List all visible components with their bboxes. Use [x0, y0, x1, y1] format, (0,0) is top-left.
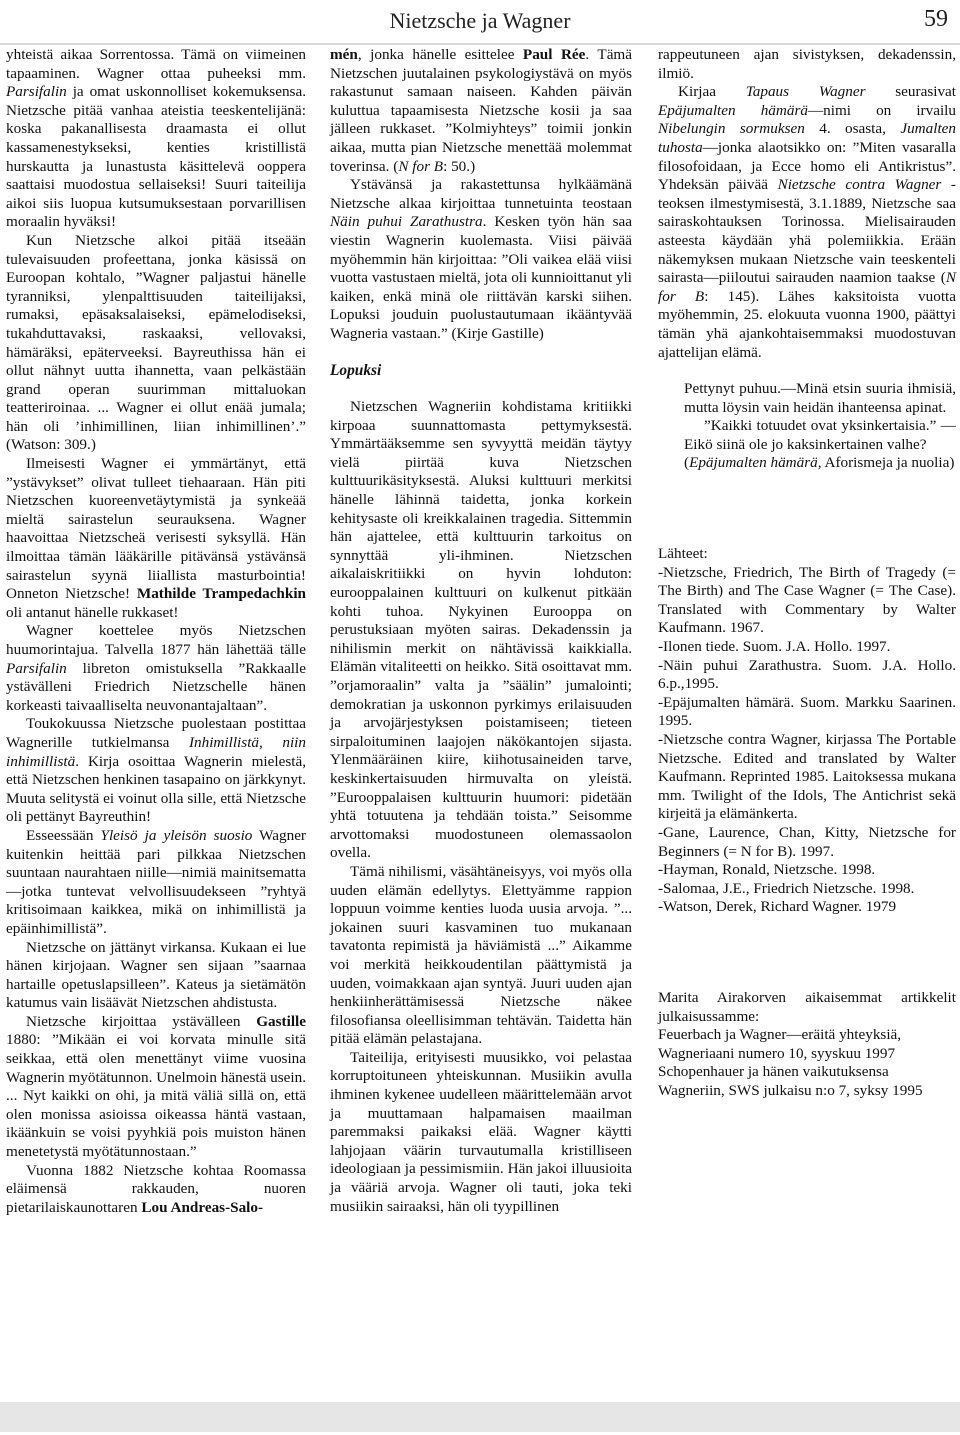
paragraph: Wagner koettelee myös Nietzschen huumorintajua. Talvella 1877 hän lähettää tälle Parsifalin libreton omistuksella ”Rakkaalle ystävälleni Friedrich Nietzschelle hänen korkeasti taivaalliselta neuvonantajaltaan”.	[6, 622, 306, 714]
paragraph: Kirjaa Tapaus Wagner seurasivat Epäjumalten hämärä—nimi on irvailu Nibelungin sormuksen 4. osasta, Jumalten tuhosta—jonka alaotsikko on: ”Miten vasaralla filosofoidaan, ja Ecce homo eli Antikristus”. Yhdeksän päivää Nietzsche contra Wagner -teoksen ilmestymisestä, 3.1.1889, Nietzsche saa sairaskohtauksen Torinossa. Mielisairauden asteesta käydään yhä polemiikkia. Erään näkemyksen mukaan Nietzsche vain teeskenteli sairasta—piiloutui sairauden naamion taakse (N for B: 145). Lähes kaksitoista vuotta myöhemmin, 25. elokuuta vuonna 1900, päättyi tämän yhä ajankohtaisemmaksi muodostuvan ajattelijan elämä.	[658, 83, 957, 361]
paragraph: Ilmeisesti Wagner ei ymmärtänyt, että ”ystävykset” olivat tulleet tiehaaraan. Hän piti Nietzschen kuoreenvetäytymistä ja synkeää mieltä sairastelun seurauksena. Wagner haavoittaa Nietzscheä verisesti syksyllä. Hän ilmoittaa tämän lääkärille pitävänsä ystävänsä sairastelun syynä liiallista masturbointia! Onneton Nietzsche! Mathilde Trampedachkin oli antanut hänelle rukkaset!	[6, 455, 306, 621]
source-item: -Ilonen tiede. Suom. J.A. Hollo. 1997.	[658, 638, 891, 656]
paragraph: Toukokuussa Nietzsche puolestaan postittaa Wagnerille tutkielmansa Inhimillistä, niin inhimillistä. Kirja osoittaa Wagnerin mielestä, että Nietzschen henkinen tasapaino on järkkynyt. Muuta selitystä ei voinut olla sille, että Nietzsche oli pettänyt Bayreuthin!	[6, 715, 306, 826]
paragraph: Ystävänsä ja rakastettunsa hylkäämänä Nietzsche alkaa kirjoittaa tunnetuinta teostaan Näin puhui Zarathustra. Kesken työn hän saa viestin Wagnerin kuolemasta. Viisi päivää myöhemmin hän kirjoittaa: ”Oli vaikea elää viisi vuotta vastustaen mieltä, jota oli kunnioittanut yli kaiken, enkä minä ole riittävän karski siihen. Lopuksi jouduin puolustautumaan ikääntyvää Wagneria vastaan.” (Kirje Gastille)	[330, 176, 632, 342]
quote-line: ”Kaikki totuudet ovat yksinkertaisia.” —Eikö siinä ole jo kaksinkertainen valhe?	[684, 417, 956, 453]
column-1	[6, 46, 306, 1217]
paragraph: Tämä nihilismi, väsähtäneisyys, voi myös olla uuden elämän edellytys. Elettyämme rappion loppuun voimme kenties luoda uusia arvoja. ”... jokainen suuri kasvaminen tuo mukanaan tavatonta repimistä ja häviämistä ...” Aikamme voi merkitä heikkoudentilan päättymistä ja uuden, voimakkaan ajan syntyä. Juuri uuden ajan henkiinherättämisessä Nietzsche näkee filosofiansa oleellisimman tehtävän. Taidetta hän pitää elämän pelastajana.	[330, 862, 632, 1048]
quote-line: Pettynyt puhuu.—Minä etsin suuria ihmisiä, mutta löysin vain heidän ihanteensa apinat.	[684, 380, 956, 416]
running-title: Nietzsche ja Wagner	[389, 8, 571, 33]
source-item: -Salomaa, J.E., Friedrich Nietzsche. 1998.	[658, 879, 915, 897]
articles-heading: Marita Airakorven aikaisemmat artikkelit julkaisussamme:	[658, 988, 956, 1025]
paragraph: Kun Nietzsche alkoi pitää itseään tulevaisuuden profeettana, jonka käsissä on Euroopan kohtalo, ”Wagner paljastui hänelle tyranniksi, ylenpalttisuuden taiteilijaksi, rumaksi, epäsaksalaiseksi, epämelodiseksi, tukahduttavaksi, raskaaksi, vellovaksi, hämäräksi, epäterveeksi. Bayreuthissa hän ei ollut nähnyt uutta ihannetta, vaan pelkästään grand operan suurimman mittaluokan teatteriroinaa. ... Wagner ei ollut enää jumala; hän oli ’inhimillinen, liian inhimillinen’.” (Watson: 309.)	[6, 231, 306, 454]
column-2	[330, 46, 632, 1216]
paragraph: Nietzschen Wagneriin kohdistama kritiikki kirpoaa suunnattomasta pettymyksestä. Ymmärtääksemme sen syvyyttä meidän täytyy vielä piirtää kuva Nietzschen kulttuurikäsityksestä. Aluksi kulttuuri merkitsi hänelle lähinnä taidetta, jonka korkein kehitysaste oli kreikkalainen tragedia. Sittemmin hän ajattelee, että kulttuurin tarkoitus on synnyttää yli-ihminen. Nietzschen aikalaiskritiikki on hyvin lohduton: eurooppalainen kulttuuri on kulkenut pitkään kohti tuhoa. Nykyinen Eurooppa on perustuksiaan myöten sairas. Dekadenssin ja nihilismin merkit on nähtävissä kaikkialla. Elämän vitaliteetti on heikko. Sitä osoittavat mm. ”orjamoraalin” valta ja ”säälin” jumalointi; demokratian ja uskonnon pyrkimys erilaisuuden ja arvojärjestyksen poistamiseen; tieteen sirpaloituminen laajojen näkökantojen sijasta. Ylenmääräinen kiire, kiihotusaineiden tarve, keskinkertaisuuden hirmuvalta on yleistä. ”Eurooppalaisen kulttuurin huumori: pidetään yhtä totuutena ja tehdään toista.” Seisomme arvottomaksi muodostuneen olemassaolon ovella.	[330, 398, 632, 862]
quote-source: (Epäjumalten hämärä, Aforismeja ja nuolia)	[684, 454, 955, 472]
source-item: -Näin puhui Zarathustra. Suom. J.A. Hollo. 6.p.,1995.	[658, 656, 956, 693]
article-item: Feuerbach ja Wagner—eräitä yhteyksiä, Wagneriaani numero 10, syyskuu 1997	[658, 1026, 902, 1062]
sources-list	[658, 564, 956, 917]
header-rule	[0, 43, 960, 45]
footer-bar	[0, 1402, 960, 1432]
column-3	[658, 46, 956, 1101]
aphorism-quote	[684, 380, 956, 473]
paragraph: Esseessään Yleisö ja yleisön suosio Wagner kuitenkin heittää pari pilkkaa Nietzschen suuntaan naurahtaen niille—nimiä mainitsematta—jotka tuntevat velvollisuudekseen ”ryhtyä kritisoimaan kaikkea, mikä on inhimillistä ja epäinhimillistä”.	[6, 826, 306, 937]
source-item: -Gane, Laurence, Chan, Kitty, Nietzsche for Beginners (= N for B). 1997.	[658, 823, 956, 860]
source-item: -Nietzsche, Friedrich, The Birth of Tragedy (= The Birth) and The Case Wagner (= The Case). Translated with Commentary by Walter Kaufmann. 1967.	[658, 563, 956, 637]
paragraph: Nietzsche kirjoittaa ystävälleen Gastille 1880: ”Mikään ei voi korvata minulle sitä seikkaa, että olen menettänyt viime vuosina Wagnerin myötätunnon. Unelmoin hänestä usein. ... Nyt kaikki on ohi, ja mitä väliä sillä on, että olen monissa asioissa oikeassa häntä vastaan, ikäänkuin se voisi pyyhkiä pois muiston hänen menetetystä myötätunnostaan.”	[6, 1012, 306, 1161]
source-item: -Nietzsche contra Wagner, kirjassa The Portable Nietzsche. Edited and translated by Walter Kaufmann. Reprinted 1985. Laitoksessa mukana mm. Twilight of the Idols, The Antichrist sekä kirjeitä ja elämänkerta.	[658, 731, 956, 823]
page-number: 59	[924, 6, 948, 32]
paragraph: Vuonna 1882 Nietzsche kohtaa Roomassa eläimensä rakkauden, nuoren pietarilaiskaunottaren Lou Andreas-Salo-	[6, 1161, 306, 1216]
section-heading: Lopuksi	[330, 361, 382, 379]
sources-heading: Lähteet:	[658, 545, 708, 563]
source-item: -Epäjumalten hämärä. Suom. Markku Saarinen. 1995.	[658, 693, 956, 730]
paragraph: Nietzsche on jättänyt virkansa. Kukaan ei lue hänen kirjojaan. Wagner sen sijaan ”saarnaa hartaille opetuslapsilleen”. Kateus ja sietämätön katumus vain lisäävät Nietzschen ahdistusta.	[6, 938, 306, 1012]
paragraph: Taiteilija, erityisesti muusikko, voi pelastaa korruptoituneen yhteiskunnan. Musiikin avulla ihminen kykenee uudelleen määrittelemään arvot ja muuttamaan halpamaisen maailman paremmaksi paikaksi elää. Wagner käytti lahjojaan väärin turvautumalla kristilliseen ideologiaan ja pessimismiin. Hän jakoi illuusioita ja vääriä arvoja. Wagner oli tauti, joka teki musiikin sairaaksi, hän oli tyypillinen	[330, 1048, 632, 1215]
source-item: -Watson, Derek, Richard Wagner. 1979	[658, 898, 897, 916]
paragraph: yhteistä aikaa Sorrentossa. Tämä on viimeinen tapaaminen. Wagner ottaa puheeksi mm. Parsifalin ja omat uskonnolliset kokemuksensa. Nietzsche pitää vanhaa ateistia teeskentelijänä: koska pakanallisesta draamasta ei ollut kassamenestykseksi, kenties kristillistä hurskautta ja lunastusta käsittelevä ooppera saattaisi muodostua sellaiseksi! Suuri taiteilija aikoi siis luopua kutsumuksestaan porvarillisen moraalin hyväksi!	[6, 46, 306, 231]
paragraph: mén, jonka hänelle esittelee Paul Rée. Tämä Nietzschen juutalainen psykologiystävä on myös rakastunut samaan naiseen. Kahden päivän kuluttua tapaamisesta Nietzsche kosii ja saa jälleen rukkaset. ”Kolmiyhteys” toimii jonkin aikaa, mutta pian Nietzsche menettää molemmat toverinsa. (N for B: 50.)	[330, 46, 632, 175]
article-item: Schopenhauer ja hänen vaikutuksensa Wagneriin, SWS julkaisu n:o 7, syksy 1995	[658, 1063, 923, 1099]
source-item: -Hayman, Ronald, Nietzsche. 1998.	[658, 861, 876, 879]
paragraph: rappeutuneen ajan sivistyksen, dekadenssin, ilmiö.	[658, 46, 956, 82]
